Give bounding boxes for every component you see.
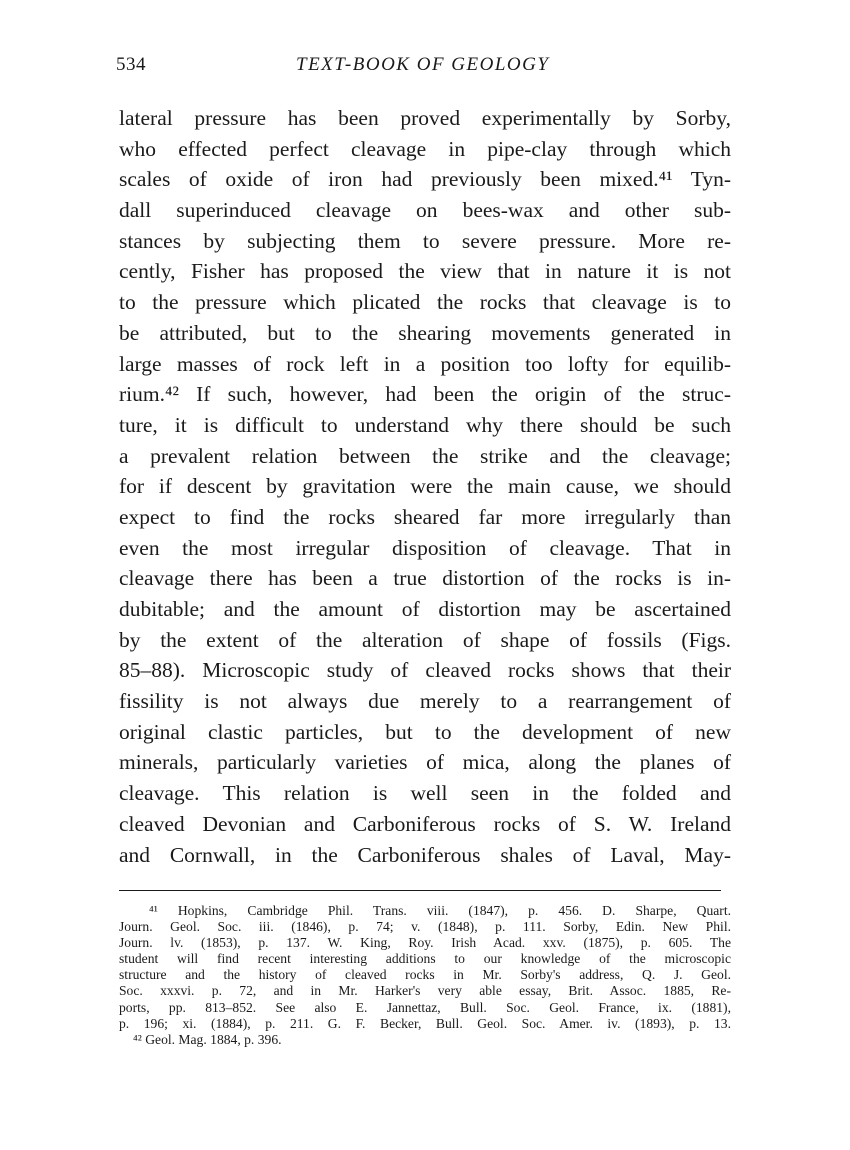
footnote-line: structure and the history of cleaved rocks in Mr. Sorby's address, Q. J. Geol. <box>119 967 731 983</box>
body-text <box>119 103 731 870</box>
text-line: stances by subjecting them to severe pressure. More re- <box>119 228 731 253</box>
footnote-line: ⁴² Geol. Mag. 1884, p. 396. <box>133 1031 282 1047</box>
text-line: be attributed, but to the shearing movements generated in <box>119 320 731 345</box>
text-line: minerals, particularly varieties of mica, along the planes of <box>119 750 731 775</box>
text-line: expect to find the rocks sheared far more irregularly than <box>119 504 731 529</box>
footnote-line: ⁴¹ Hopkins, Cambridge Phil. Trans. viii. (1847), p. 456. D. Sharpe, Quart. <box>149 903 731 918</box>
text-line: who effected perfect cleavage in pipe-clay through which <box>119 136 731 161</box>
text-line: lateral pressure has been proved experimentally by Sorby, <box>119 106 731 130</box>
text-line: dall superinduced cleavage on bees-wax and other sub- <box>119 198 731 223</box>
footnotes <box>119 903 731 1048</box>
text-line: 85–88). Microscopic study of cleaved rocks shows that their <box>119 658 731 683</box>
footnote-divider <box>119 890 721 891</box>
running-head: TEXT-BOOK OF GEOLOGY <box>296 54 550 75</box>
text-line: fissility is not always due merely to a rearrangement of <box>119 689 731 714</box>
page-header <box>116 54 736 84</box>
text-line: large masses of rock left in a position too lofty for equilib- <box>119 351 731 376</box>
text-line: cleaved Devonian and Carboniferous rocks of S. W. Ireland <box>119 811 731 836</box>
footnote-line: Journ. Geol. Soc. iii. (1846), p. 74; v. (1848), p. 111. Sorby, Edin. New Phil. <box>119 919 731 935</box>
text-line: cleavage. This relation is well seen in the folded and <box>119 781 731 806</box>
footnote-line: Soc. xxxvi. p. 72, and in Mr. Harker's very able essay, Brit. Assoc. 1885, Re- <box>119 983 731 999</box>
text-line: by the extent of the alteration of shape of fossils (Figs. <box>119 627 731 652</box>
text-line: cently, Fisher has proposed the view that in nature it is not <box>119 259 731 284</box>
footnote-line: Journ. lv. (1853), p. 137. W. King, Roy. Irish Acad. xxv. (1875), p. 605. The <box>119 935 731 951</box>
text-line: a prevalent relation between the strike and the cleavage; <box>119 443 731 468</box>
text-line: scales of oxide of iron had previously been mixed.⁴¹ Tyn- <box>119 167 731 192</box>
text-line: ture, it is difficult to understand why there should be such <box>119 412 731 437</box>
footnote-line: p. 196; xi. (1884), p. 211. G. F. Becker, Bull. Geol. Soc. Amer. iv. (1893), p. 13. <box>119 1015 731 1031</box>
footnote-line: student will find recent interesting additions to our knowledge of the microscopic <box>119 951 731 967</box>
page-number: 534 <box>116 54 146 75</box>
text-line: and Cornwall, in the Carboniferous shales of Laval, May- <box>119 842 731 867</box>
text-line: dubitable; and the amount of distortion may be ascertained <box>119 597 731 621</box>
text-line: even the most irregular disposition of cleavage. That in <box>119 535 731 560</box>
text-line: rium.⁴² If such, however, had been the origin of the struc- <box>119 382 731 407</box>
footnote-line: ports, pp. 813–852. See also E. Jannettaz, Bull. Soc. Geol. France, ix. (1881), <box>119 999 731 1015</box>
text-line: cleavage there has been a true distortion of the rocks is in- <box>119 566 731 591</box>
text-line: original clastic particles, but to the development of new <box>119 719 731 744</box>
text-line: to the pressure which plicated the rocks that cleavage is to <box>119 290 731 315</box>
text-line: for if descent by gravitation were the main cause, we should <box>119 474 731 499</box>
